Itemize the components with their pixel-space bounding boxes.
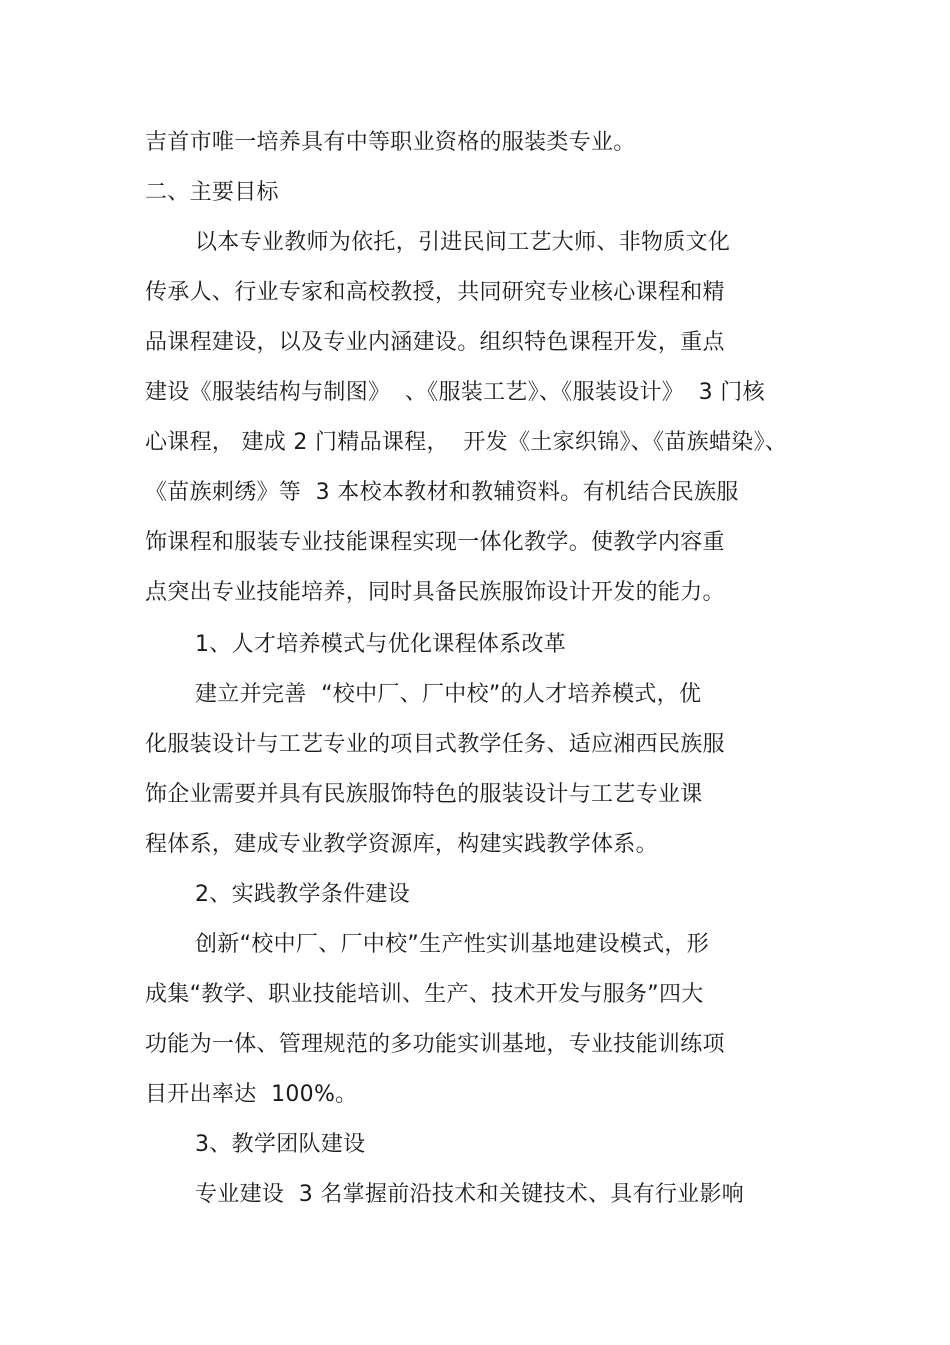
subsection-heading: 2、实践教学条件建设 [195, 882, 410, 907]
paragraph-line: 目开出率达 100%。 [145, 1082, 358, 1107]
paragraph-line: 心课程， 建成 2 门精品课程， 开发《土家织锦》、《苗族蜡染》、 [145, 430, 788, 455]
paragraph-line: 功能为一体、管理规范的多功能实训基地，专业技能训练项 [145, 1032, 725, 1057]
paragraph-line: 饰课程和服装专业技能课程实现一体化教学。使教学内容重 [145, 530, 725, 555]
paragraph-line: 建设《服装结构与制图》 、《服装工艺》、《服装设计》 3 门核 [145, 380, 765, 405]
paragraph-line: 《苗族刺绣》等 3 本校本教材和教辅资料。有机结合民族服 [145, 480, 739, 505]
section-heading: 二、主要目标 [145, 180, 279, 205]
paragraph-line: 创新“校中厂、厂中校”生产性实训基地建设模式，形 [195, 932, 709, 957]
paragraph-line: 饰企业需要并具有民族服饰特色的服装设计与工艺专业课 [145, 782, 703, 807]
paragraph-line: 建立并完善 “校中厂、厂中校”的人才培养模式，优 [195, 682, 702, 707]
paragraph-line: 点突出专业技能培养，同时具备民族服饰设计开发的能力。 [145, 580, 725, 605]
paragraph-line: 程体系，建成专业教学资源库，构建实践教学体系。 [145, 832, 658, 857]
paragraph-line: 成集“教学、职业技能培训、生产、技术开发与服务”四大 [145, 982, 704, 1007]
subsection-heading: 3、教学团队建设 [195, 1132, 366, 1157]
paragraph-line: 品课程建设，以及专业内涵建设。组织特色课程开发，重点 [145, 330, 725, 355]
paragraph-line: 以本专业教师为依托，引进民间工艺大师、非物质文化 [195, 230, 731, 255]
paragraph-line: 专业建设 3 名掌握前沿技术和关键技术、具有行业影响 [195, 1182, 745, 1207]
paragraph-line: 化服装设计与工艺专业的项目式教学任务、适应湘西民族服 [145, 732, 725, 757]
paragraph-line: 吉首市唯一培养具有中等职业资格的服装类专业。 [145, 130, 636, 155]
subsection-heading: 1、人才培养模式与优化课程体系改革 [195, 632, 567, 657]
paragraph-line: 传承人、行业专家和高校教授，共同研究专业核心课程和精 [145, 280, 725, 305]
